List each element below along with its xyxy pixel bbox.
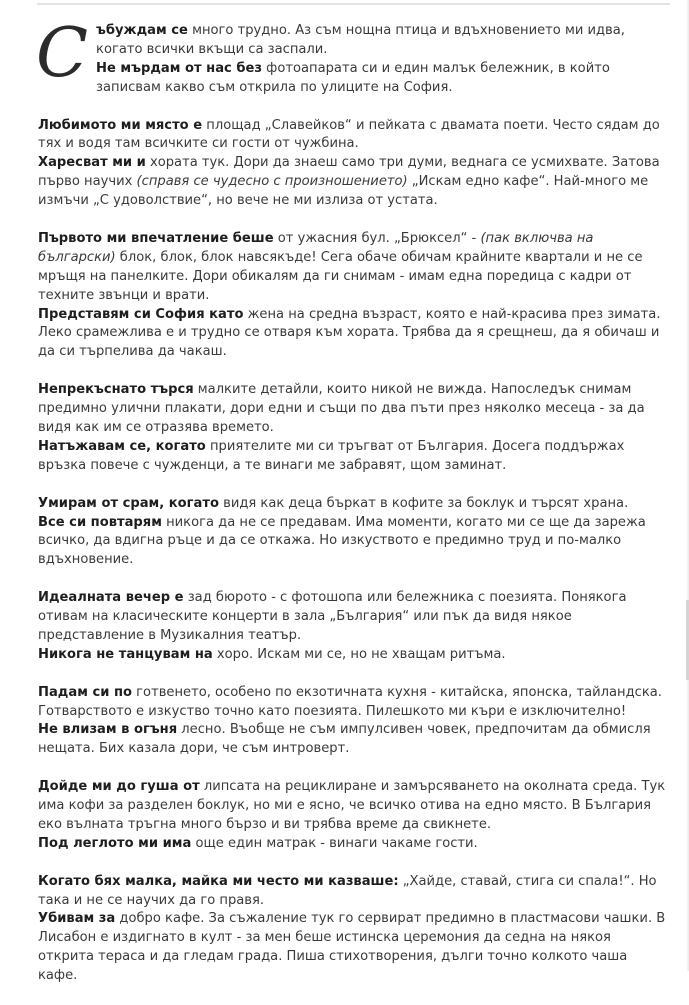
- paragraph-text: „Искам едно кафе“. Най-много ме измъчи „С удоволствие“, но вече не ми излиза от устата.: [38, 174, 649, 209]
- lead-phrase: Под леглото ми има: [38, 835, 192, 851]
- drop-cap: С: [36, 14, 89, 93]
- lead-phrase: Никога не танцувам на: [38, 646, 213, 662]
- paragraph-text: жена на средна възраст, която е най-красива през зимата. Леко срамежлива е и трудно се отваря към хората. Трябва да я срещнеш, да я обичаш и да си търпелива да чакаш.: [38, 306, 661, 360]
- paragraph-text: хората тук. Дори да знаеш само три думи, веднага се усмихвате. Затова първо научих: [38, 155, 660, 190]
- lead-phrase: Натъжавам се, когато: [38, 438, 206, 454]
- lead-phrase: Идеалната вечер е: [38, 590, 184, 606]
- paragraph-7: [38, 684, 670, 760]
- paragraph-3: [38, 230, 670, 362]
- paragraph-2: [38, 117, 670, 212]
- paragraph-text: блок, блок, блок навсякъде! Сега обаче обичам крайните квартали и не се мръщя на панелките. Дори обикалям да ги снимам - имам една поредица с кадри от техните звънци и врати.: [38, 249, 643, 303]
- paragraph-text: малките детайли, които никой не вижда. Напоследък снимам предимно улични плакати, дори едни и същи по два пъти през няколко месеца - за да видя как им се отразява времето.: [38, 382, 645, 435]
- lead-phrase: Харесват ми и: [38, 155, 146, 171]
- paragraph-text: хоро. Искам ми се, но не хващам ритъма.: [212, 646, 506, 662]
- lead-phrase: Непрекъснато търся: [38, 382, 194, 398]
- paragraph-text: видя как деца бъркат в кофите за боклук и търсят храна.: [218, 495, 629, 511]
- lead-phrase: Когато бях малка, майка ми често ми казваше:: [38, 873, 399, 889]
- lead-phrase: Дойде ми до гуша от: [38, 779, 200, 795]
- lead-phrase: ъбуждам се: [96, 23, 188, 38]
- top-divider: [37, 3, 670, 5]
- italic-aside: (справя се чудесно с произношението): [136, 174, 408, 190]
- lead-phrase: Умирам от срам, когато: [38, 495, 219, 511]
- paragraph-text: много трудно. Аз съм нощна птица и вдъхновението ми идва, когато всички вкъщи са заспали.: [96, 23, 625, 57]
- paragraph-8: [38, 778, 670, 854]
- lead-phrase: Все си повтарям: [38, 514, 162, 530]
- lead-phrase: Не мърдам от нас без: [96, 60, 262, 76]
- paragraph-text: готвенето, особено по екзотичната кухня - китайска, японска, тайландска. Готварството е изкуство точно като поезията. Пилешкото ми къри е изключително!: [38, 684, 662, 719]
- paragraph-text: от ужасния бул. „Брюксел“ -: [273, 230, 481, 246]
- lead-phrase: Любимото ми място е: [38, 117, 203, 133]
- article-body: [36, 14, 670, 1005]
- italic-aside: (пак включва на български): [38, 230, 594, 265]
- paragraph-text: никога да не се предавам. Има моменти, когато ми се ще да зарежа всичко, да вдигна ръце и да се откажа. Но изкуството е предимно труд и по-малко вдъхновение.: [38, 514, 646, 568]
- paragraph-text: добро кафе. За съжаление тук го сервират предимно в пластмасови чашки. В Лисабон е издигнато в култ - за мен беше истинска церемония да седна на някоя открита тераса и да гледам града. Пиша стихотворения, дълги точно колкото чаша кафе.: [38, 911, 666, 984]
- paragraph-4: [38, 381, 670, 476]
- paragraph-text: площад „Славейков“ и пейката с двамата поети. Често сядам до тях и водя там всичките си гости от чужбина.: [38, 117, 660, 152]
- paragraph-text: фотоапарата си и един малък бележник, в който записвам какво съм открила по улиците на София.: [96, 60, 610, 95]
- lead-phrase: Убивам за: [38, 911, 116, 927]
- paragraph-text: зад бюрото - с фотошопа или бележника с поезията. Понякога отивам на класическите концерти в зала „България“ или пък да видя някое представление в Музикалния театър.: [38, 590, 627, 643]
- paragraph-6: [38, 589, 670, 665]
- paragraph-1: [36, 14, 670, 98]
- paragraph-text: „Хайде, ставай, стига си спала!“. Но така и не се научих да го правя.: [38, 873, 657, 908]
- lead-phrase: Представям си София като: [38, 306, 244, 322]
- paragraph-9: [38, 873, 670, 986]
- paragraph-text: лесно. Въобще не съм импулсивен човек, предпочитам да обмисля нещата. Бих казала дори, че съм интроверт.: [38, 722, 651, 757]
- paragraph-5: [38, 495, 670, 571]
- lead-phrase: Първото ми впечатление беше: [38, 230, 274, 246]
- paragraph-text: приятелите ми си тръгват от България. Досега поддържах връзка повече с чужденци, а те винаги ме забравят, щом заминат.: [38, 438, 625, 473]
- lead-phrase: Не влизам в огъня: [38, 722, 178, 738]
- paragraph-text: липсата на рециклиране и замърсяването на околната среда. Тук има кофи за разделен боклук, но ми е ясно, че всичко отива на едно място. В България еко вълната тръгна много бързо и ви трябва време да свикнете.: [38, 779, 666, 832]
- lead-phrase: Падам си по: [38, 684, 133, 700]
- paragraph-text: още един матрак - винаги чакаме гости.: [191, 835, 478, 851]
